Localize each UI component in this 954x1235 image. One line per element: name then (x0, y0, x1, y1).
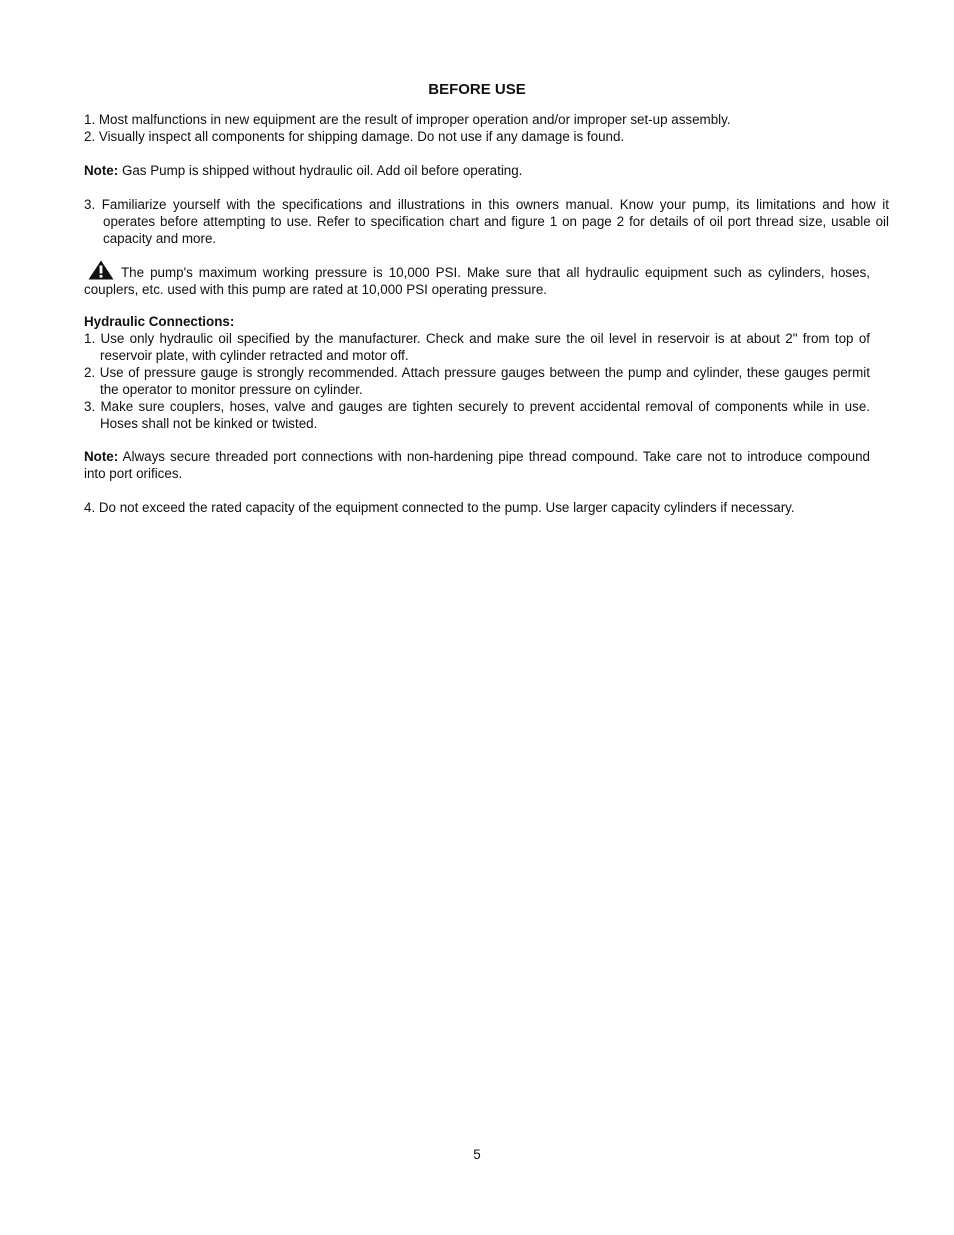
pressure-warning (84, 260, 870, 298)
note-label: Note: (84, 163, 119, 178)
warning-triangle-icon (88, 260, 114, 280)
hydraulic-item-3: 3. Make sure couplers, hoses, valve and gauges are tighten securely to prevent accidental removal of components while in use. Hoses shall not be kinked or twisted. (84, 399, 870, 431)
intro-item-1: 1. Most malfunctions in new equipment are the result of improper operation and/or improper set-up assembly. (84, 112, 731, 127)
intro-item-2: 2. Visually inspect all components for shipping damage. Do not use if any damage is found. (84, 129, 625, 144)
intro-list (84, 111, 870, 145)
capacity-item: 4. Do not exceed the rated capacity of the equipment connected to the pump. Use larger capacity cylinders if necessary. (84, 500, 795, 515)
shipping-note (84, 162, 870, 179)
hydraulic-heading: Hydraulic Connections: (84, 314, 235, 329)
note-text: Gas Pump is shipped without hydraulic oil. Add oil before operating. (118, 163, 523, 178)
familiarize-item: 3. Familiarize yourself with the specifications and illustrations in this owners manual. Know your pump, its limitations and how it operates before attempting to use. Refer to specification chart and figure 1 on page 2 for details of oil port thread size, usable oil capacity and more. (84, 197, 889, 246)
hydraulic-item-1: 1. Use only hydraulic oil specified by the manufacturer. Check and make sure the oil level in reservoir is at about 2" from top of reservoir plate, with cylinder retracted and motor off. (84, 331, 870, 363)
note-text: Always secure threaded port connections with non-hardening pipe thread compound. Take care not to introduce compound into port orifices. (84, 449, 870, 481)
note-label: Note: (84, 449, 119, 464)
hydraulic-item-2: 2. Use of pressure gauge is strongly recommended. Attach pressure gauges between the pump and cylinder, these gauges permit the operator to monitor pressure on cylinder. (84, 365, 870, 397)
manual-page (84, 0, 889, 1235)
page-number: 5 (473, 1147, 481, 1162)
hydraulic-connections-section (84, 313, 870, 432)
thread-compound-note (84, 448, 870, 482)
warning-text: The pump's maximum working pressure is 10,000 PSI. Make sure that all hydraulic equipment such as cylinders, hoses, couplers, etc. used with this pump are rated at 10,000 PSI operating pressure. (84, 265, 870, 297)
page-title: BEFORE USE (428, 81, 526, 98)
